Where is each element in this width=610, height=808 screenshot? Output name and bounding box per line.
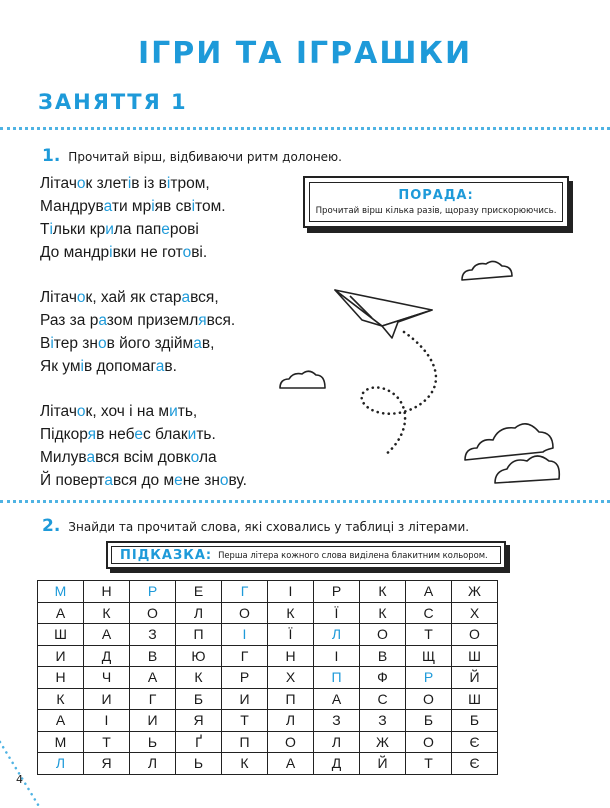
poem-line: До мандрівки не готові. (40, 244, 208, 261)
grid-cell: З (314, 710, 360, 732)
grid-cell: Ь (130, 731, 176, 753)
grid-cell: Ч (84, 667, 130, 689)
grid-cell: Є (452, 731, 498, 753)
grid-cell: К (38, 688, 84, 710)
grid-cell: Г (130, 688, 176, 710)
grid-cell: З (360, 710, 406, 732)
task-instruction: Знайди та прочитай слова, які сховались у таблиці з літерами. (68, 520, 470, 534)
grid-cell: В (130, 645, 176, 667)
grid-cell: Ж (360, 731, 406, 753)
grid-cell: Я (176, 710, 222, 732)
grid-cell: Р (406, 667, 452, 689)
grid-cell: К (360, 602, 406, 624)
task-number: 2. (42, 516, 61, 536)
grid-cell: П (314, 667, 360, 689)
grid-cell: І (268, 581, 314, 603)
grid-cell: О (130, 602, 176, 624)
grid-cell: И (38, 645, 84, 667)
grid-cell: А (268, 753, 314, 775)
page-number: 4 (16, 773, 23, 786)
poem-line: Тільки крила паперові (40, 221, 199, 238)
grid-cell: А (38, 602, 84, 624)
grid-cell: Д (314, 753, 360, 775)
grid-cell: А (314, 688, 360, 710)
grid-cell: О (406, 688, 452, 710)
poem-line: Як умів допомагав. (40, 358, 177, 375)
grid-cell: Т (406, 624, 452, 646)
grid-cell: И (222, 688, 268, 710)
grid-cell: Ш (452, 688, 498, 710)
grid-cell: Ґ (176, 731, 222, 753)
task-instruction: Прочитай вірш, відбиваючи ритм долонею. (68, 150, 342, 164)
hint-text: Перша літера кожного слова виділена блакитним кольором. (218, 550, 488, 560)
grid-cell: К (84, 602, 130, 624)
grid-cell: П (176, 624, 222, 646)
grid-cell: Ж (452, 581, 498, 603)
grid-cell: Л (314, 624, 360, 646)
grid-cell: Л (268, 710, 314, 732)
grid-cell: Т (84, 731, 130, 753)
poem-line: Літачок, хай як старався, (40, 289, 219, 306)
grid-cell: И (130, 710, 176, 732)
grid-cell: Я (84, 753, 130, 775)
grid-cell: Ь (176, 753, 222, 775)
grid-cell: Є (452, 753, 498, 775)
grid-cell: С (360, 688, 406, 710)
grid-cell: Л (176, 602, 222, 624)
grid-cell: Р (222, 667, 268, 689)
grid-cell: К (222, 753, 268, 775)
grid-cell: Й (360, 753, 406, 775)
grid-cell: З (130, 624, 176, 646)
grid-cell: Ю (176, 645, 222, 667)
grid-cell: Т (406, 753, 452, 775)
poem-line: Вітер знов його здіймав, (40, 335, 215, 352)
grid-cell: Г (222, 645, 268, 667)
grid-cell: Г (222, 581, 268, 603)
task-number: 1. (42, 146, 61, 166)
grid-cell: Е (176, 581, 222, 603)
grid-cell: Н (84, 581, 130, 603)
grid-cell: О (268, 731, 314, 753)
grid-cell: Л (314, 731, 360, 753)
grid-cell: Р (130, 581, 176, 603)
grid-cell: Д (84, 645, 130, 667)
grid-cell: Т (222, 710, 268, 732)
poem-line: Підкоряв небес блакить. (40, 426, 216, 443)
poem-line: Милувався всім довкола (40, 449, 217, 466)
grid-cell: П (268, 688, 314, 710)
poem-line: Літачок, хоч і на мить, (40, 403, 198, 420)
grid-cell: І (84, 710, 130, 732)
grid-cell: Л (130, 753, 176, 775)
poem-line: Літачок злетів із вітром, (40, 175, 210, 192)
poem-line: Раз за разом приземлявся. (40, 312, 236, 329)
grid-cell: І (222, 624, 268, 646)
grid-cell: О (360, 624, 406, 646)
grid-cell: Ф (360, 667, 406, 689)
grid-cell: А (406, 581, 452, 603)
hint-title: ПІДКАЗКА: (120, 547, 213, 563)
grid-cell: Н (38, 667, 84, 689)
grid-cell: О (452, 624, 498, 646)
grid-cell: Б (452, 710, 498, 732)
grid-cell: К (360, 581, 406, 603)
tip-text: Прочитай вірш кілька разів, щоразу прискорюючись. (315, 206, 557, 216)
lesson-heading: ЗАНЯТТЯ 1 (38, 90, 188, 114)
grid-cell: О (406, 731, 452, 753)
grid-cell: М (38, 581, 84, 603)
grid-cell: Х (452, 602, 498, 624)
grid-cell: А (130, 667, 176, 689)
grid-cell: О (222, 602, 268, 624)
grid-cell: Щ (406, 645, 452, 667)
grid-cell: Ш (38, 624, 84, 646)
grid-cell: Н (268, 645, 314, 667)
grid-cell: Й (452, 667, 498, 689)
poem-line: Й повертався до мене знову. (40, 472, 247, 489)
grid-cell: Р (314, 581, 360, 603)
grid-cell: К (176, 667, 222, 689)
grid-cell: К (268, 602, 314, 624)
grid-cell: А (84, 624, 130, 646)
grid-cell: С (406, 602, 452, 624)
grid-cell: Б (176, 688, 222, 710)
grid-cell: Ї (268, 624, 314, 646)
grid-cell: Б (406, 710, 452, 732)
grid-cell: Ш (452, 645, 498, 667)
grid-cell: Ї (314, 602, 360, 624)
poem-line: Мандрувати мріяв світом. (40, 198, 226, 215)
grid-cell: П (222, 731, 268, 753)
grid-cell: І (314, 645, 360, 667)
grid-cell: Х (268, 667, 314, 689)
grid-cell: Л (38, 753, 84, 775)
grid-cell: И (84, 688, 130, 710)
grid-cell: М (38, 731, 84, 753)
grid-cell: В (360, 645, 406, 667)
grid-cell: А (38, 710, 84, 732)
page-title: ІГРИ ТА ІГРАШКИ (137, 36, 473, 71)
tip-title: ПОРАДА: (398, 188, 474, 203)
